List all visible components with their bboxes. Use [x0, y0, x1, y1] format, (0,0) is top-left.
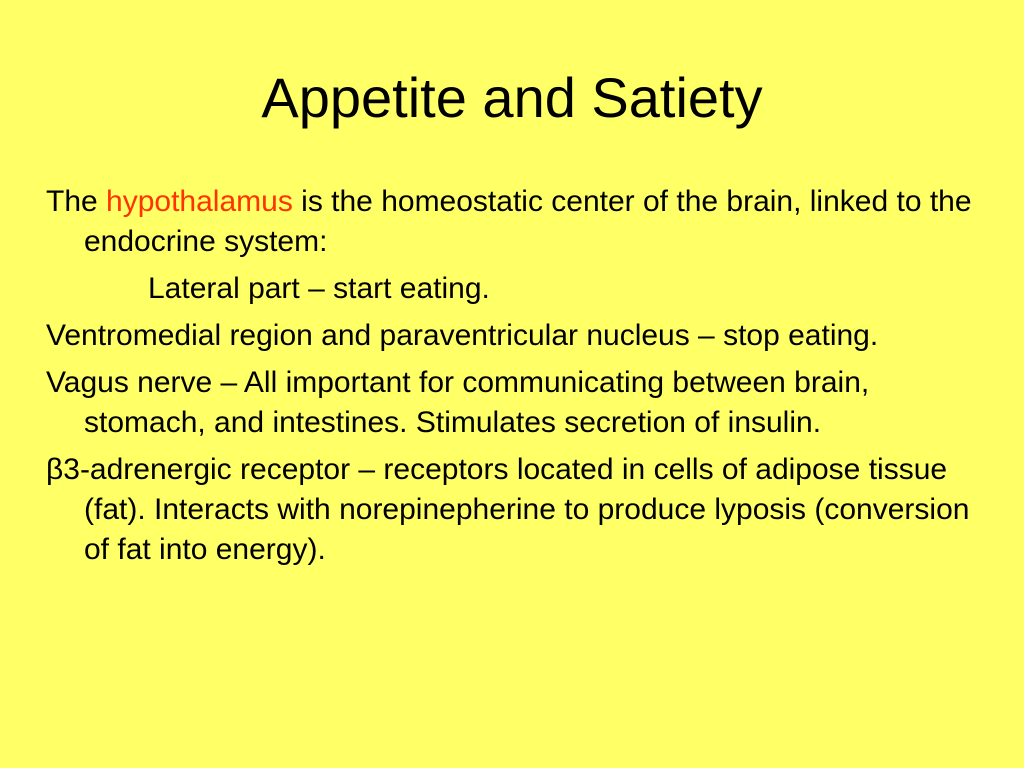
paragraph-ventromedial: Ventromedial region and paraventricular nucleus – stop eating. — [46, 319, 879, 352]
paragraph-hypothalamus-suffix: is the homeostatic center of the brain, linked to the endocrine system: — [84, 185, 972, 258]
slide-body — [46, 182, 996, 577]
slide-title: Appetite and Satiety — [261, 66, 763, 129]
hypothalamus-highlight: hypothalamus — [106, 185, 293, 218]
paragraph-beta3-receptor: β3-adrenergic receptor – receptors located in cells of adipose tissue (fat). Interacts with norepinepherine to produce lyposis (conversion of fat into energy). — [46, 453, 970, 566]
paragraph-lateral-part: Lateral part – start eating. — [148, 272, 490, 305]
paragraph-vagus-nerve: Vagus nerve – All important for communicating between brain, stomach, and intestines. Stimulates secretion of insulin. — [46, 366, 870, 439]
paragraph-hypothalamus-prefix: The — [46, 185, 107, 218]
paragraph-hypothalamus — [46, 182, 996, 262]
